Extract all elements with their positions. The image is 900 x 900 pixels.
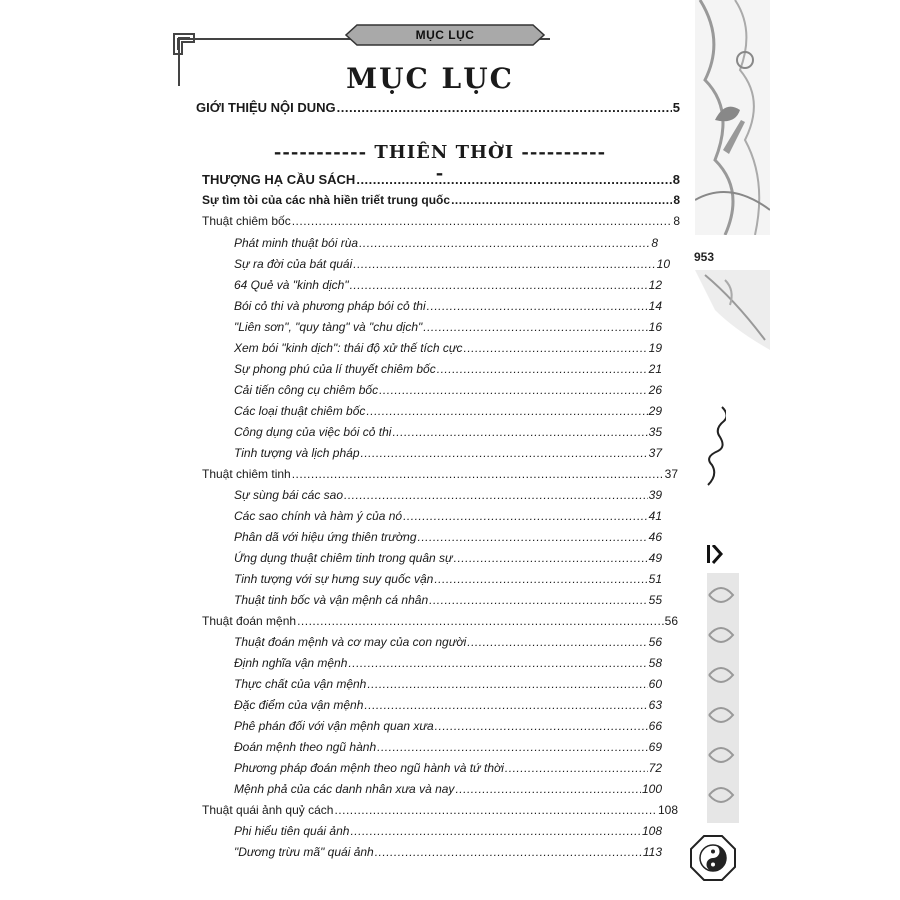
dot-leader (455, 782, 641, 796)
toc-entry-subtop[interactable] (202, 193, 680, 207)
toc-item[interactable] (234, 824, 662, 838)
toc-item-page: 56 (648, 635, 662, 649)
dot-leader (292, 467, 664, 481)
toc-item[interactable] (234, 782, 662, 796)
toc-item-label: "Dương trừu mã" quái ảnh (234, 845, 374, 859)
toc-item-page: 108 (641, 824, 662, 838)
toc-item-label: Công dụng của việc bói cỏ thi (234, 425, 392, 439)
toc-entry-top[interactable] (202, 172, 680, 187)
toc-entry-page: 8 (673, 193, 680, 207)
toc-item-label: Phân dã với hiệu ứng thiên trường (234, 530, 417, 544)
dot-leader (434, 572, 647, 586)
dot-leader (505, 761, 648, 775)
dot-leader (361, 446, 648, 460)
toc-item[interactable] (234, 257, 670, 271)
dot-leader (427, 299, 648, 313)
dot-leader (377, 740, 648, 754)
toc-item[interactable] (234, 719, 662, 733)
toc-item[interactable] (234, 656, 662, 670)
toc-item-page: 46 (648, 530, 662, 544)
dot-leader (297, 614, 664, 628)
dot-leader (423, 320, 647, 334)
toc-section-label: Thuật chiêm bốc (202, 214, 291, 228)
dot-leader (356, 172, 671, 187)
dot-leader (418, 530, 648, 544)
dot-leader (359, 236, 650, 250)
dot-leader (403, 509, 648, 523)
dot-leader (350, 824, 641, 838)
dot-leader (348, 656, 647, 670)
dot-leader (375, 845, 642, 859)
toc-item-label: "Liên sơn", "quy tàng" và "chu dịch" (234, 320, 423, 334)
dot-leader (367, 677, 647, 691)
corner-ornament-icon (172, 32, 202, 62)
toc-item-label: Phát minh thuật bói rùa (234, 236, 359, 250)
toc-item[interactable] (234, 488, 662, 502)
toc-item[interactable] (234, 530, 662, 544)
toc-item-label: Các loại thuật chiêm bốc (234, 404, 366, 418)
yin-yang-icon (690, 835, 736, 881)
toc-item[interactable] (234, 362, 662, 376)
crane-illustration-icon (695, 0, 770, 235)
toc-entry-page: 8 (672, 172, 680, 187)
toc-item-page: 35 (648, 425, 662, 439)
toc-item-label: Phê phán đối với vận mệnh quan xưa (234, 719, 434, 733)
toc-item-label: Định nghĩa vận mệnh (234, 656, 348, 670)
dot-leader (429, 593, 648, 607)
toc-entry-page: 5 (672, 100, 680, 115)
toc-item-label: Sự phong phú của lí thuyết chiêm bốc (234, 362, 436, 376)
dot-leader (344, 488, 648, 502)
toc-item-page: 66 (648, 719, 662, 733)
toc-item[interactable] (234, 383, 662, 397)
toc-item-label: Cải tiến công cụ chiêm bốc (234, 383, 379, 397)
banner-label: MỤC LỤC (415, 28, 475, 42)
dot-leader (292, 214, 673, 228)
toc-item-page: 113 (642, 845, 662, 859)
toc-item[interactable] (234, 299, 662, 313)
dot-leader (350, 278, 648, 292)
toc-item[interactable] (234, 278, 662, 292)
toc-item-label: Phi hiểu tiên quái ảnh (234, 824, 350, 838)
dot-leader (337, 100, 672, 115)
dot-leader (435, 719, 648, 733)
toc-item[interactable] (234, 236, 658, 250)
toc-item-label: Thuật tinh bốc và vận mệnh cá nhân (234, 593, 429, 607)
dot-leader (353, 257, 655, 271)
dot-leader (437, 362, 648, 376)
toc-item[interactable] (234, 740, 662, 754)
toc-item[interactable] (234, 572, 662, 586)
toc-item-page: 51 (648, 572, 662, 586)
toc-item-page: 63 (648, 698, 662, 712)
toc-item-label: Tinh tượng với sự hưng suy quốc vận (234, 572, 434, 586)
toc-section-label: Thuật chiêm tinh (202, 467, 291, 481)
header-banner (345, 24, 545, 46)
toc-item-label: Đoán mệnh theo ngũ hành (234, 740, 377, 754)
toc-section-label: Thuật quái ảnh quỷ cách (202, 803, 334, 817)
page-title: MỤC LỤC (346, 62, 514, 95)
toc-entry-intro[interactable] (196, 100, 680, 115)
dot-leader (366, 404, 647, 418)
toc-item-page: 14 (648, 299, 662, 313)
toc-item-page: 29 (648, 404, 662, 418)
dot-leader (392, 425, 647, 439)
toc-item-label: Mệnh phả của các danh nhân xưa và nay (234, 782, 455, 796)
toc-item-label: Thuật đoán mệnh và cơ may của con người (234, 635, 467, 649)
toc-item-page: 8 (651, 236, 658, 250)
dot-leader (364, 698, 647, 712)
toc-item[interactable] (234, 551, 662, 565)
toc-item[interactable] (234, 446, 662, 460)
toc-item-page: 49 (648, 551, 662, 565)
toc-item-label: Thực chất của vận mệnh (234, 677, 367, 691)
toc-section-page: 37 (664, 467, 678, 481)
toc-item-label: Các sao chính và hàm ý của nó (234, 509, 403, 523)
cloud-pattern-icon (703, 545, 743, 830)
toc-item[interactable] (234, 341, 662, 355)
signature-icon (702, 400, 726, 490)
toc-item[interactable] (234, 425, 662, 439)
toc-item-label: Sự ra đời của bát quái (234, 257, 353, 271)
toc-section-label: Thuật đoán mệnh (202, 614, 297, 628)
dot-leader (451, 193, 672, 207)
toc-section[interactable] (202, 614, 678, 628)
part-title: ----------- THIÊN THỜI ----------- (273, 142, 607, 184)
toc-item-label: Bói cỏ thi và phương pháp bói cỏ thi (234, 299, 426, 313)
toc-item[interactable] (234, 509, 662, 523)
toc-item-page: 10 (656, 257, 670, 271)
dot-leader (334, 803, 657, 817)
toc-item[interactable] (234, 635, 662, 649)
toc-entry-label: THƯỢNG HẠ CẦU SÁCH (202, 172, 356, 187)
toc-section[interactable] (202, 467, 678, 481)
toc-item[interactable] (234, 698, 662, 712)
toc-item-page: 60 (648, 677, 662, 691)
dot-leader (464, 341, 648, 355)
toc-item-page: 72 (648, 761, 662, 775)
toc-item[interactable] (234, 761, 662, 775)
toc-item-label: Sự sùng bái các sao (234, 488, 344, 502)
toc-item-label: Xem bói "kinh dịch": thái độ xử thế tích cực (234, 341, 463, 355)
toc-section-page: 108 (657, 803, 678, 817)
toc-section-page: 56 (664, 614, 678, 628)
toc-item-label: Ứng dụng thuật chiêm tinh trong quân sự (234, 551, 453, 565)
toc-item[interactable] (234, 845, 662, 859)
toc-item-label: Đặc điểm của vận mệnh (234, 698, 364, 712)
toc-item-page: 37 (648, 446, 662, 460)
toc-item[interactable] (234, 320, 662, 334)
toc-item-page: 39 (648, 488, 662, 502)
toc-item[interactable] (234, 404, 662, 418)
toc-item-label: Tinh tượng và lịch pháp (234, 446, 360, 460)
toc-section[interactable] (202, 214, 680, 228)
toc-item-label: 64 Quẻ và "kinh dịch" (234, 278, 349, 292)
toc-item-page: 41 (648, 509, 662, 523)
toc-item[interactable] (234, 677, 662, 691)
toc-item-page: 100 (641, 782, 662, 796)
dot-leader (467, 635, 647, 649)
toc-item-page: 55 (648, 593, 662, 607)
toc-item-label: Phương pháp đoán mệnh theo ngũ hành và tứ thời (234, 761, 504, 775)
dot-leader (454, 551, 648, 565)
branch-illustration-icon (695, 270, 770, 350)
page-number: 953 (694, 250, 715, 264)
toc-item-page: 69 (648, 740, 662, 754)
toc-item-page: 12 (648, 278, 662, 292)
toc-item-page: 19 (648, 341, 662, 355)
toc-item[interactable] (234, 593, 662, 607)
toc-item-page: 26 (648, 383, 662, 397)
toc-entry-label: Sự tìm tòi của các nhà hiền triết trung quốc (202, 193, 451, 207)
toc-section-page: 8 (673, 214, 680, 228)
toc-item-page: 58 (648, 656, 662, 670)
toc-entry-label: GIỚI THIỆU NỘI DUNG (196, 100, 336, 115)
toc-item-page: 16 (648, 320, 662, 334)
toc-section[interactable] (202, 803, 678, 817)
dot-leader (379, 383, 648, 397)
toc-item-page: 21 (648, 362, 662, 376)
